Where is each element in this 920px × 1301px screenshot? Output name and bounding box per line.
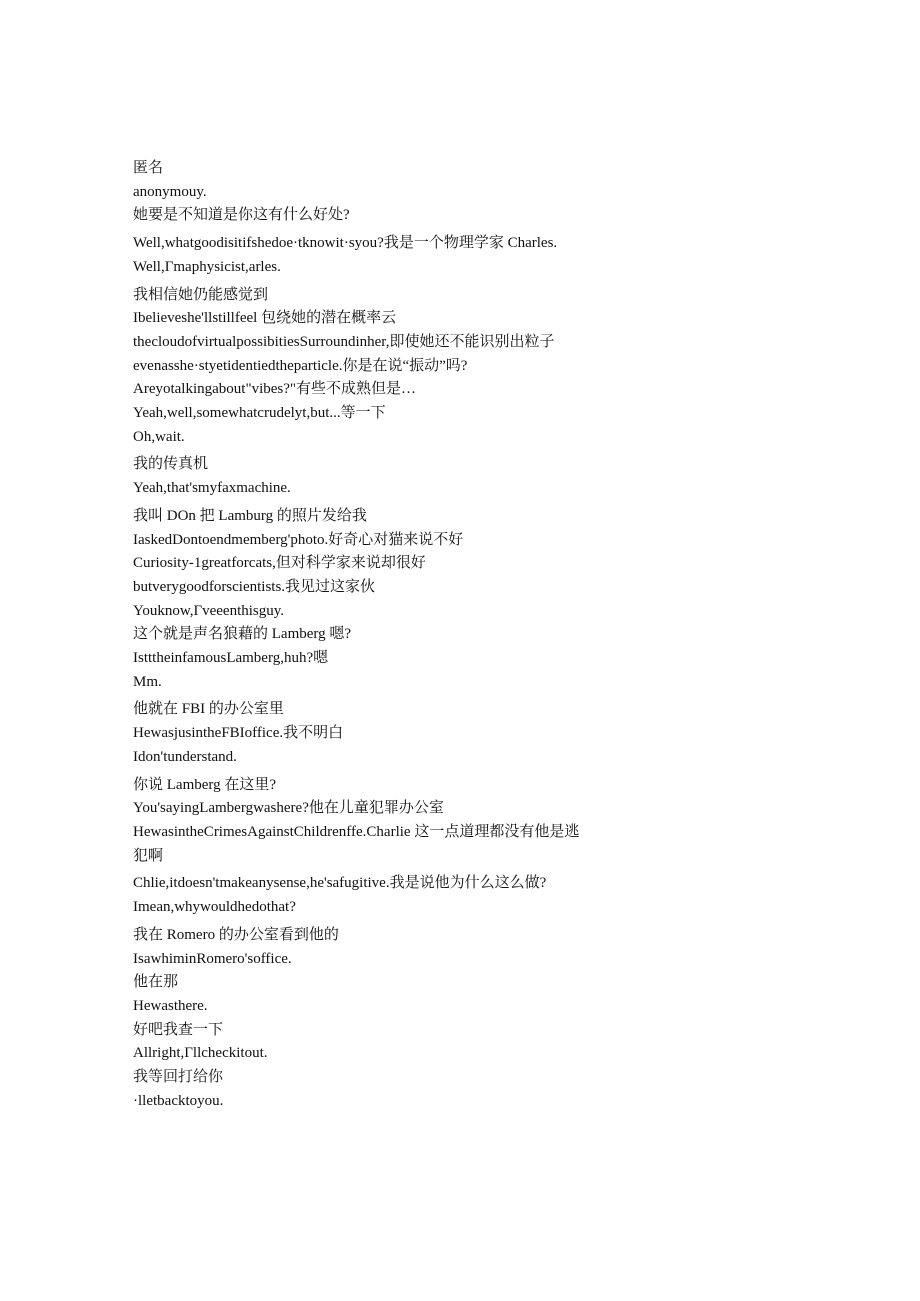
text-line: 我在 Romero 的办公室看到他的: [133, 926, 339, 943]
text-line: Well,whatgoodisitifshedoe·tknowit·syou?我是一个物理学家 Charles.: [133, 235, 558, 252]
text-line: Curiosity-1greatforcats,但对科学家来说却很好: [133, 555, 426, 572]
transcript-body: [133, 157, 813, 1113]
text-line: Oh,wait.: [133, 428, 185, 445]
text-line: Yeah,that'smyfaxmachine.: [133, 480, 291, 497]
text-line: anonymouy.: [133, 183, 207, 200]
text-line: HewasjusintheFBIoffice.我不明白: [133, 725, 344, 742]
text-line: 犯啊: [133, 847, 164, 864]
text-line: 你说 Lamberg 在这里?: [133, 776, 277, 793]
text-line: Mm.: [133, 673, 162, 690]
text-line: You'sayingLambergwashere?他在儿童犯罪办公室: [133, 800, 444, 817]
text-line: 我叫 DOn 把 Lamburg 的照片发给我: [133, 507, 367, 524]
text-line: 好吧我查一下: [133, 1021, 224, 1038]
text-line: 这个就是声名狼藉的 Lamberg 嗯?: [133, 626, 352, 643]
text-line: Well,Γmaphysicist,arles.: [133, 258, 281, 275]
text-line: 他在那: [133, 974, 179, 991]
text-line: 匿名: [133, 160, 164, 176]
text-line: Chlie,itdoesn'tmakeanysense,he'safugitive.我是说他为什么这么做?: [133, 875, 547, 892]
text-line: Yeah,well,somewhatcrudelyt,but...等一下: [133, 405, 386, 422]
text-line: Youknow,Γveeenthisguy.: [133, 602, 285, 619]
text-line: IaskedDontoendmemberg'photo.好奇心对猫来说不好: [133, 531, 464, 548]
text-line: IstttheinfamousLamberg,huh?嗯: [133, 650, 329, 667]
text-line: 她要是不知道是你这有什么好处?: [133, 207, 350, 224]
text-line: Areyotalkingabout"vibes?"有些不成熟但是…: [133, 381, 417, 398]
text-line: thecloudofvirtualpossibitiesSurroundinher,即使她还不能识别出粒子: [133, 333, 555, 350]
text-line: Ibelieveshe'llstillfeel 包绕她的潜在概率云: [133, 310, 397, 327]
text-line: 我等回打给你: [133, 1069, 224, 1086]
text-line: Imean,whywouldhedothat?: [133, 899, 296, 916]
text-line: Allright,Γllcheckitout.: [133, 1045, 268, 1062]
text-line: butverygoodforscientists.我见过这家伙: [133, 578, 376, 595]
text-line: 我相信她仍能感觉到: [133, 286, 269, 303]
text-line: Idon'tunderstand.: [133, 748, 237, 765]
text-line: 我的传真机: [133, 456, 209, 473]
text-line: ·lletbacktoyou.: [133, 1092, 224, 1109]
text-line: IsawhiminRomero'soffice.: [133, 950, 292, 967]
text-line: 他就在 FBI 的办公室里: [133, 701, 284, 718]
text-line: evenasshe·styetidentiedtheparticle.你是在说“振动”吗?: [133, 357, 468, 374]
text-line: HewasintheCrimesAgainstChildrenffe.Charlie 这一点道理都没有他是逃: [133, 823, 580, 840]
text-line: Hewasthere.: [133, 997, 208, 1014]
